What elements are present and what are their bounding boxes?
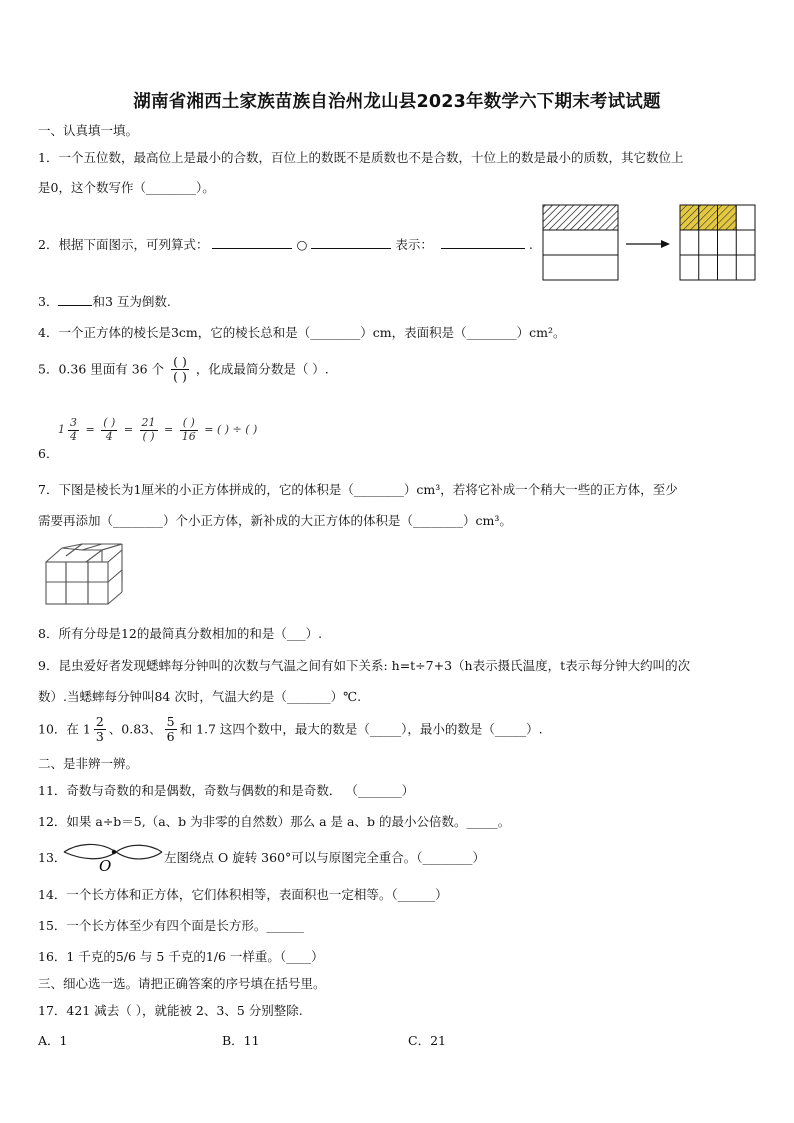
q10-f2-num: 5: [166, 714, 175, 729]
second-figure: [680, 205, 755, 280]
question-2-diagram: [540, 203, 760, 283]
question-13-number: 13．: [38, 850, 67, 865]
question-14: 14．一个长方体和正方体，它们体积相等，表面积也一定相等。（______）: [38, 887, 448, 902]
question-10-tail: 和 1.7 这四个数中，最大的数是（_____），最小的数是（_____）.: [179, 721, 543, 737]
question-13-text: 左图绕点 O 旋转 360°可以与原图完全重合。（________）: [164, 850, 486, 865]
section-2-heading: 二、是非辨一辨。: [38, 756, 139, 771]
question-2-blank-2[interactable]: [311, 248, 391, 249]
question-7-line-2: 需要再添加（________）个小正方体，新补成的大正方体的体积是（________）cm³。: [38, 513, 512, 528]
question-10: [38, 715, 543, 745]
q6-f4-num[interactable]: ( ): [180, 417, 198, 431]
question-5-tail: ，化成最简分数是（ ）.: [195, 361, 329, 377]
question-2-blank-1[interactable]: [212, 248, 292, 249]
arrow-icon: [626, 240, 670, 248]
question-2-end: .: [528, 237, 533, 252]
question-9-line-1: 9．昆虫爱好者发现蟋蟀每分钟叫的次数与气温之间有如下关系: h=t÷7+3（h表示摄氏温度，t表示每分钟大约叫的次: [38, 658, 691, 673]
page-title: 湖南省湘西土家族苗族自治州龙山县2023年数学六下期末考试试题: [133, 92, 661, 112]
q6-f2-num[interactable]: ( ): [103, 416, 116, 429]
question-1-line-2: 是0，这个数写作（________）。: [38, 180, 215, 195]
q6-eq-2: =: [123, 423, 134, 437]
question-11: 11．奇数与奇数的和是偶数，奇数与偶数的和是奇数． （_______）: [38, 783, 415, 798]
question-5-numerator: ( ): [173, 354, 187, 369]
question-13-label: O: [99, 857, 112, 874]
question-5: [38, 355, 329, 385]
q6-f3-den[interactable]: ( ): [142, 429, 155, 443]
question-6-number: 6．: [38, 446, 59, 461]
option-b[interactable]: B．11: [222, 1033, 260, 1048]
question-2-operator: ○: [296, 237, 308, 252]
question-10-mid: 、0.83、: [108, 721, 162, 737]
question-8: 8．所有分母是12的最简真分数相加的和是（___）.: [38, 626, 323, 641]
section-3-heading: 三、细心选一选。请把正确答案的序号填在括号里。: [38, 976, 326, 991]
question-12: 12．如果 a÷b＝5,（a、b 为非零的自然数）那么 a 是 a、b 的最小公倍数。_____。: [38, 814, 511, 829]
question-6-equation: [58, 417, 257, 443]
question-3: [38, 292, 171, 310]
question-3-number: 3．: [38, 294, 59, 309]
first-figure: [543, 205, 618, 280]
question-10-prompt: 10．在 1: [38, 721, 91, 737]
cube-figure: [40, 542, 132, 610]
rotation-point-icon: [112, 850, 116, 854]
section-1-heading: 一、认真填一填。: [38, 123, 139, 138]
q6-f2-den: 4: [105, 429, 113, 443]
question-4: 4．一个正方体的棱长是3cm，它的棱长总和是（________）cm，表面积是（________）cm²。: [38, 325, 566, 340]
question-5-denominator: ( ): [173, 369, 187, 385]
q6-f3-num: 21: [141, 416, 156, 429]
question-7-line-1: 7．下图是棱长为1厘米的小正方体拼成的，它的体积是（________）cm³，若将它补成一个稍大一些的正方体，至少: [38, 482, 678, 497]
option-a[interactable]: A．1: [38, 1033, 68, 1048]
question-2: [38, 235, 533, 253]
q6-f1-den: 4: [70, 429, 77, 443]
q6-f1-num: 3: [70, 416, 77, 429]
question-5-fraction[interactable]: [171, 355, 189, 385]
question-2-prompt: 2．根据下面图示，可列算式：: [38, 237, 209, 252]
q10-f1-num: 2: [95, 714, 104, 729]
q6-eq-3: =: [164, 423, 174, 437]
question-13-figure: [62, 838, 166, 874]
question-6-whole: 1: [58, 423, 65, 437]
question-2-means: 表示：: [395, 237, 433, 252]
question-3-text: 和3 互为倒数.: [92, 294, 171, 309]
question-15: 15．一个长方体至少有四个面是长方形。______: [38, 918, 304, 933]
q6-f4-den: 16: [181, 429, 196, 443]
question-1-line-1: 1．一个五位数，最高位上是最小的合数，百位上的数既不是质数也不是合数，十位上的数是最小的质数，其它数位上: [38, 150, 684, 165]
q6-tail[interactable]: = ( ) ÷ ( ): [204, 423, 258, 437]
question-16: 16．1 千克的5/6 与 5 千克的1/6 一样重。（____）: [38, 949, 324, 964]
q10-f1-den: 3: [95, 729, 104, 745]
question-5-prompt: 5．0.36 里面有 36 个: [38, 361, 165, 377]
question-2-blank-3[interactable]: [441, 248, 525, 249]
question-9-line-2: 数）.当蟋蟀每分钟叫84 次时，气温大约是（_______）℃.: [38, 689, 362, 704]
option-c[interactable]: C．21: [408, 1033, 446, 1048]
q10-f2-den: 6: [166, 729, 175, 745]
question-17: 17．421 减去（ ），就能被 2、3、5 分别整除.: [38, 1003, 303, 1018]
question-3-blank[interactable]: [58, 305, 92, 306]
q6-eq-1: =: [85, 423, 95, 437]
